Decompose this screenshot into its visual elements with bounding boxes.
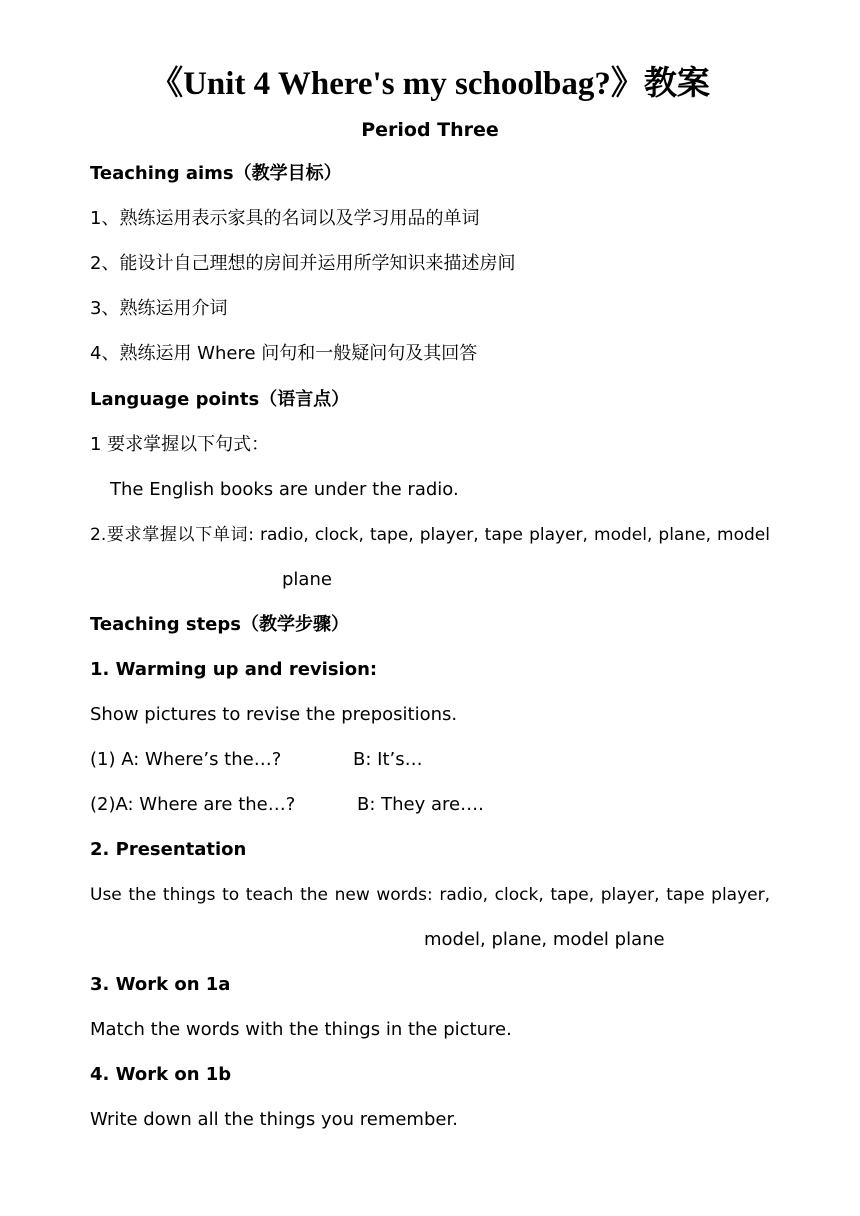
language-point-item-2-continued: plane [282, 569, 332, 590]
dialog-2-question: (2)A: Where are the…? [90, 794, 296, 815]
language-point-example: The English books are under the radio. [110, 479, 459, 500]
step-3-text: Match the words with the things in the picture. [90, 1019, 512, 1040]
step-3-heading: 3. Work on 1a [90, 974, 231, 995]
teaching-steps-heading: Teaching steps（教学步骤） [90, 614, 349, 635]
teaching-aim-item-4: 4、熟练运用 Where 问句和一般疑问句及其回答 [90, 343, 478, 364]
step-2-text-continued: model, plane, model plane [424, 929, 665, 950]
teaching-aims-heading: Teaching aims（教学目标） [90, 163, 342, 184]
step-4-heading: 4. Work on 1b [90, 1064, 232, 1085]
teaching-aim-item-3: 3、熟练运用介词 [90, 298, 228, 319]
teaching-aim-item-2: 2、能设计自己理想的房间并运用所学知识来描述房间 [90, 253, 516, 274]
document-subtitle: Period Three [361, 119, 499, 141]
dialog-1-answer: B: It’s… [353, 749, 423, 770]
dialog-2-answer: B: They are…. [357, 794, 484, 815]
document-title: 《Unit 4 Where's my schoolbag?》教案 [150, 66, 710, 102]
step-2-text: Use the things to teach the new words: radio, clock, tape, player, tape player, [90, 885, 770, 905]
step-1-text: Show pictures to revise the prepositions. [90, 704, 458, 725]
step-1-heading: 1. Warming up and revision: [90, 659, 378, 680]
step-4-text: Write down all the things you remember. [90, 1109, 458, 1130]
language-point-item-1: 1 要求掌握以下句式： [90, 434, 270, 455]
language-points-heading: Language points（语言点） [90, 389, 350, 410]
step-2-heading: 2. Presentation [90, 839, 247, 860]
language-point-item-2: 2.要求掌握以下单词: radio, clock, tape, player, tape player, model, plane, model [90, 525, 770, 545]
teaching-aim-item-1: 1、熟练运用表示家具的名词以及学习用品的单词 [90, 208, 480, 229]
dialog-1-question: (1) A: Where’s the…? [90, 749, 282, 770]
